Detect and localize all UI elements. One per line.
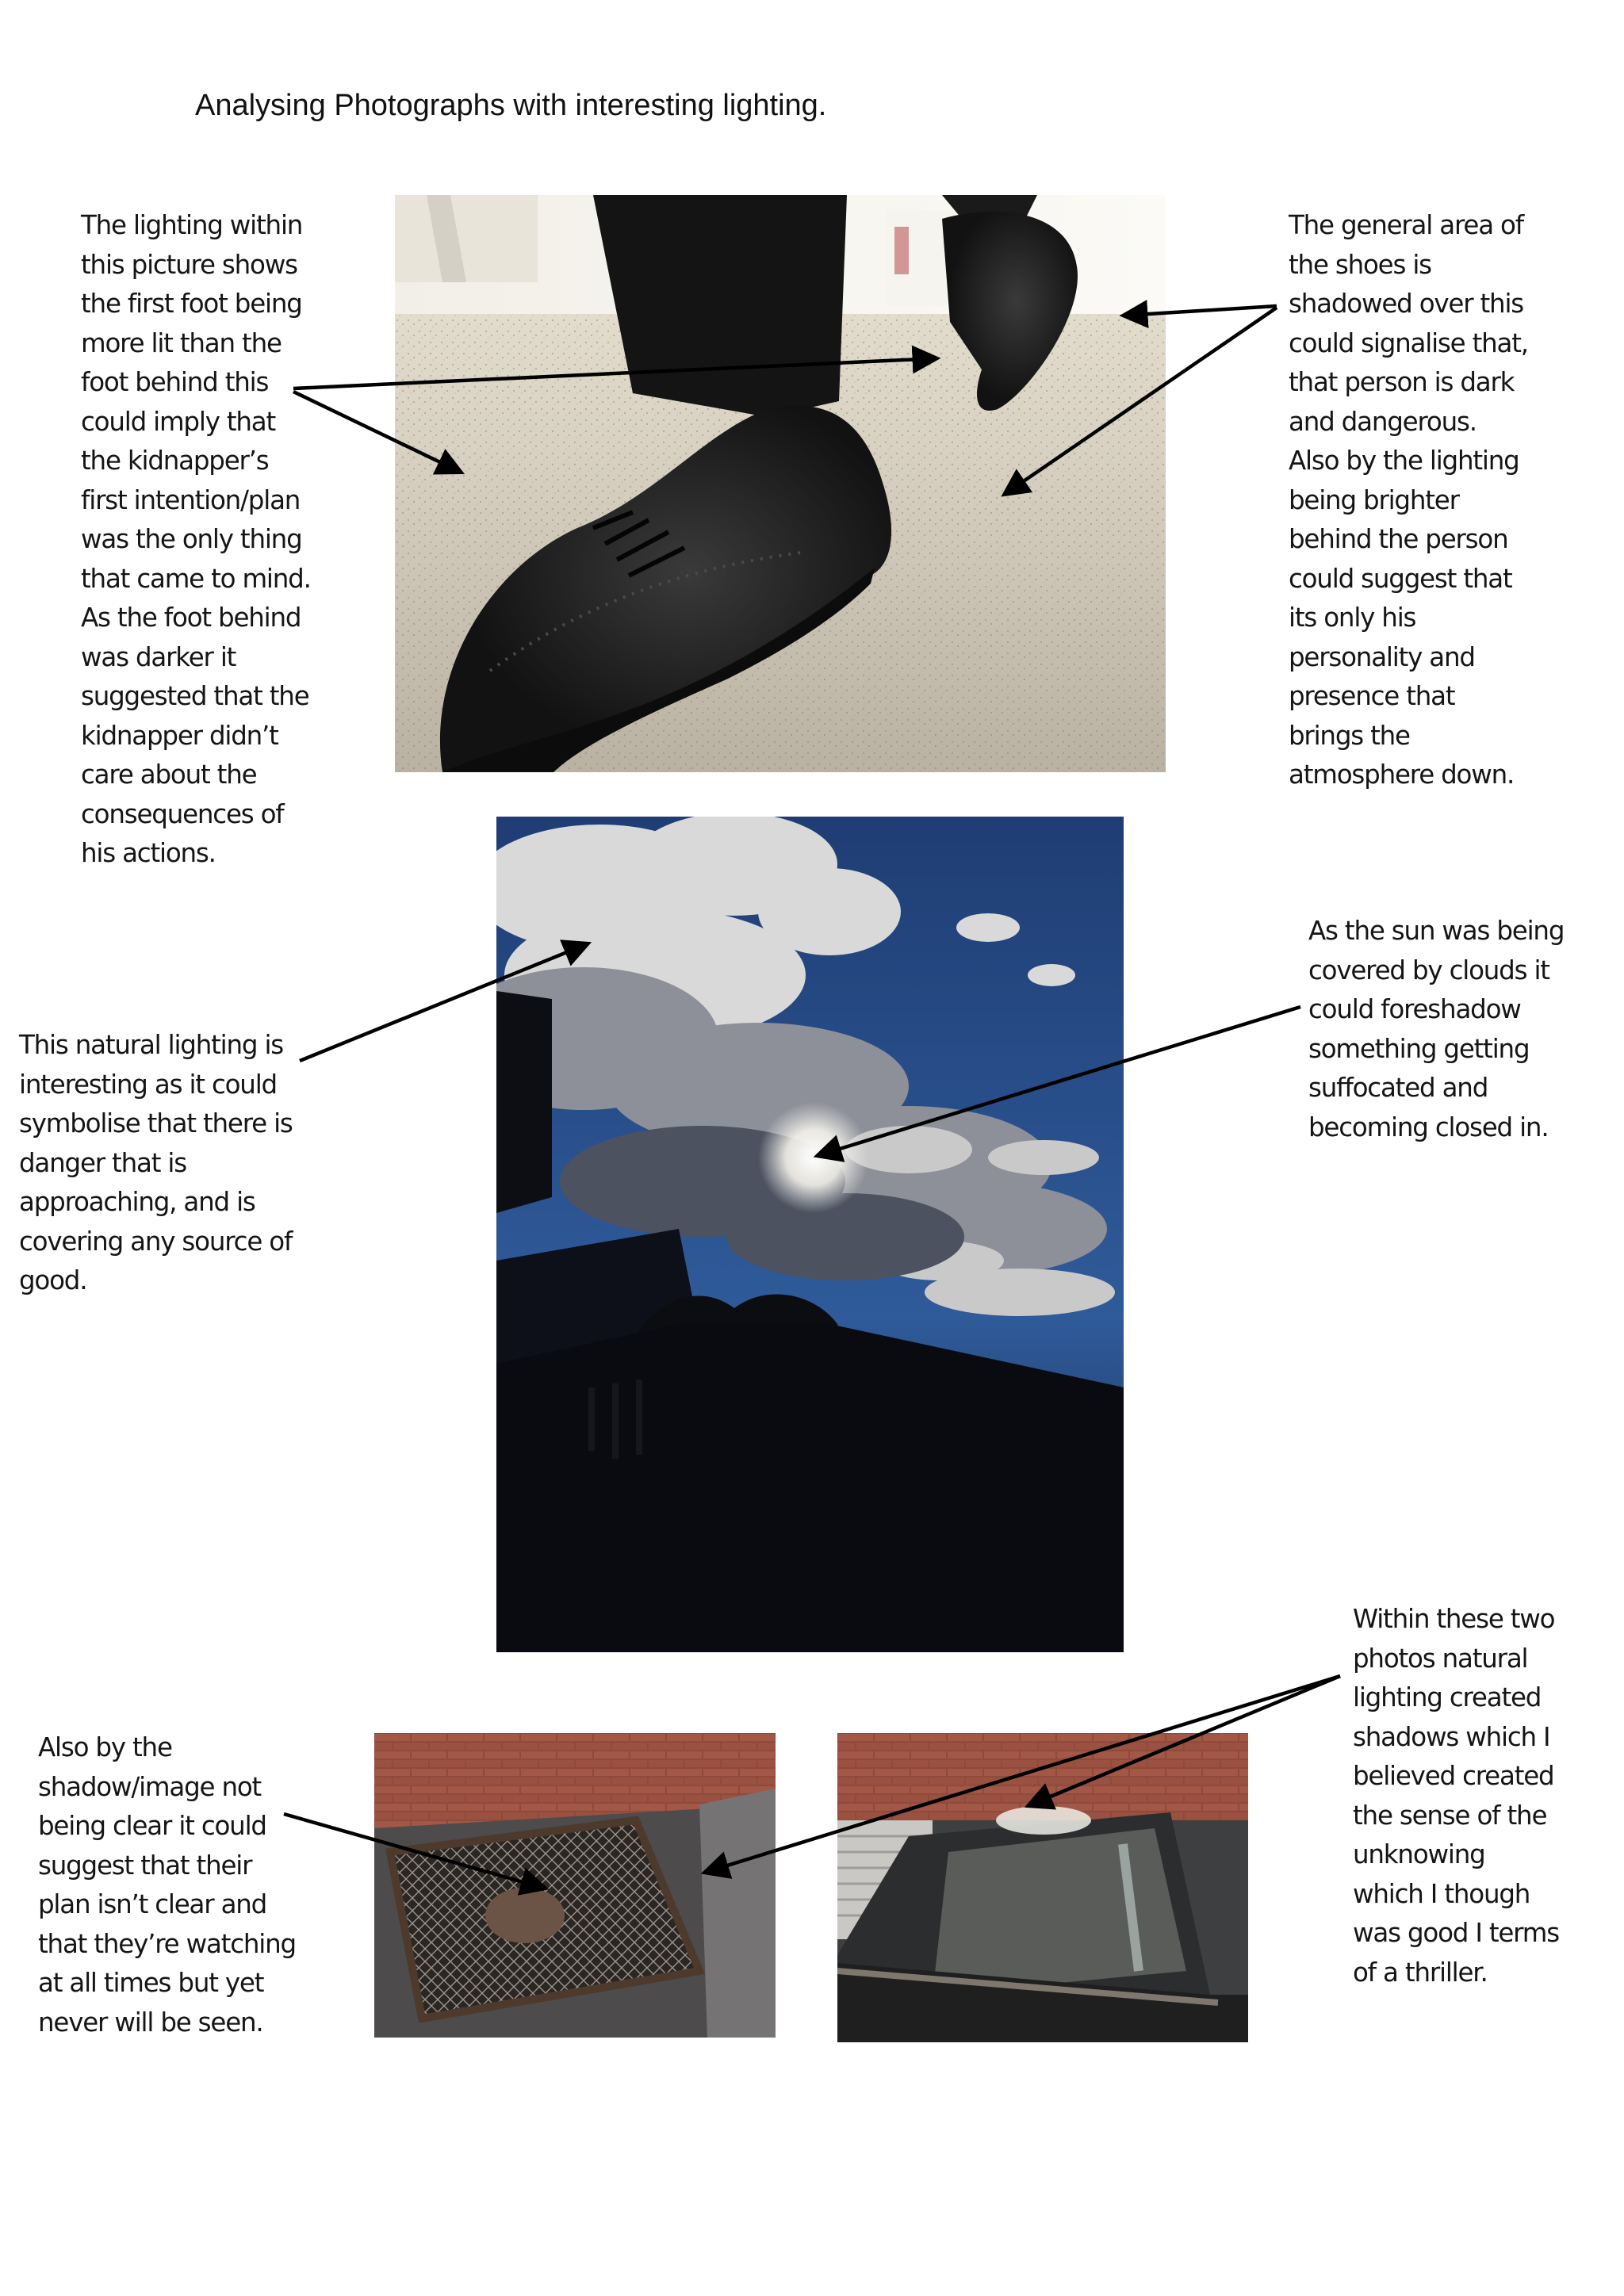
sky-right-annotation: As the sun was being covered by clouds it could foreshadow something getting suffocated and becoming closed in. — [1308, 916, 1565, 1142]
shoe-left-annotation: The lighting within this picture shows the first foot being more lit than the foot behind this could imply that the kidnapper’s first intention/plan was the only thing that came to mind. As the foot behind was darker it suggested that the kidnapper didn’t care about the consequences of his actions. — [81, 210, 311, 868]
cage-photo-left — [374, 1733, 776, 2038]
sky-photo — [496, 817, 1124, 1652]
cage-right-annotation: Within these two photos natural lighting created shadows which I believed created the sense of the unknowing which I though was good I terms of a thriller. — [1353, 1604, 1559, 1988]
shoe-right-annotation: The general area of the shoes is shadowed over this could signalise that, that person is dark and dangerous. Also by the lighting being brighter behind the person could suggest that its only his personality and presence that brings the atmosphere down. — [1289, 210, 1528, 790]
shoe-photo — [395, 195, 1166, 772]
page-title: Analysing Photographs with interesting lighting. — [195, 89, 827, 122]
sky-left-annotation: This natural lighting is interesting as it could symbolise that there is danger that is approaching, and is covering any source of good. — [19, 1030, 293, 1295]
cage-left-annotation: Also by the shadow/image not being clear it could suggest that their plan isn’t clear and that they’re watching at all times but yet never will be seen. — [38, 1732, 296, 2038]
cage-photo-right — [837, 1733, 1248, 2042]
